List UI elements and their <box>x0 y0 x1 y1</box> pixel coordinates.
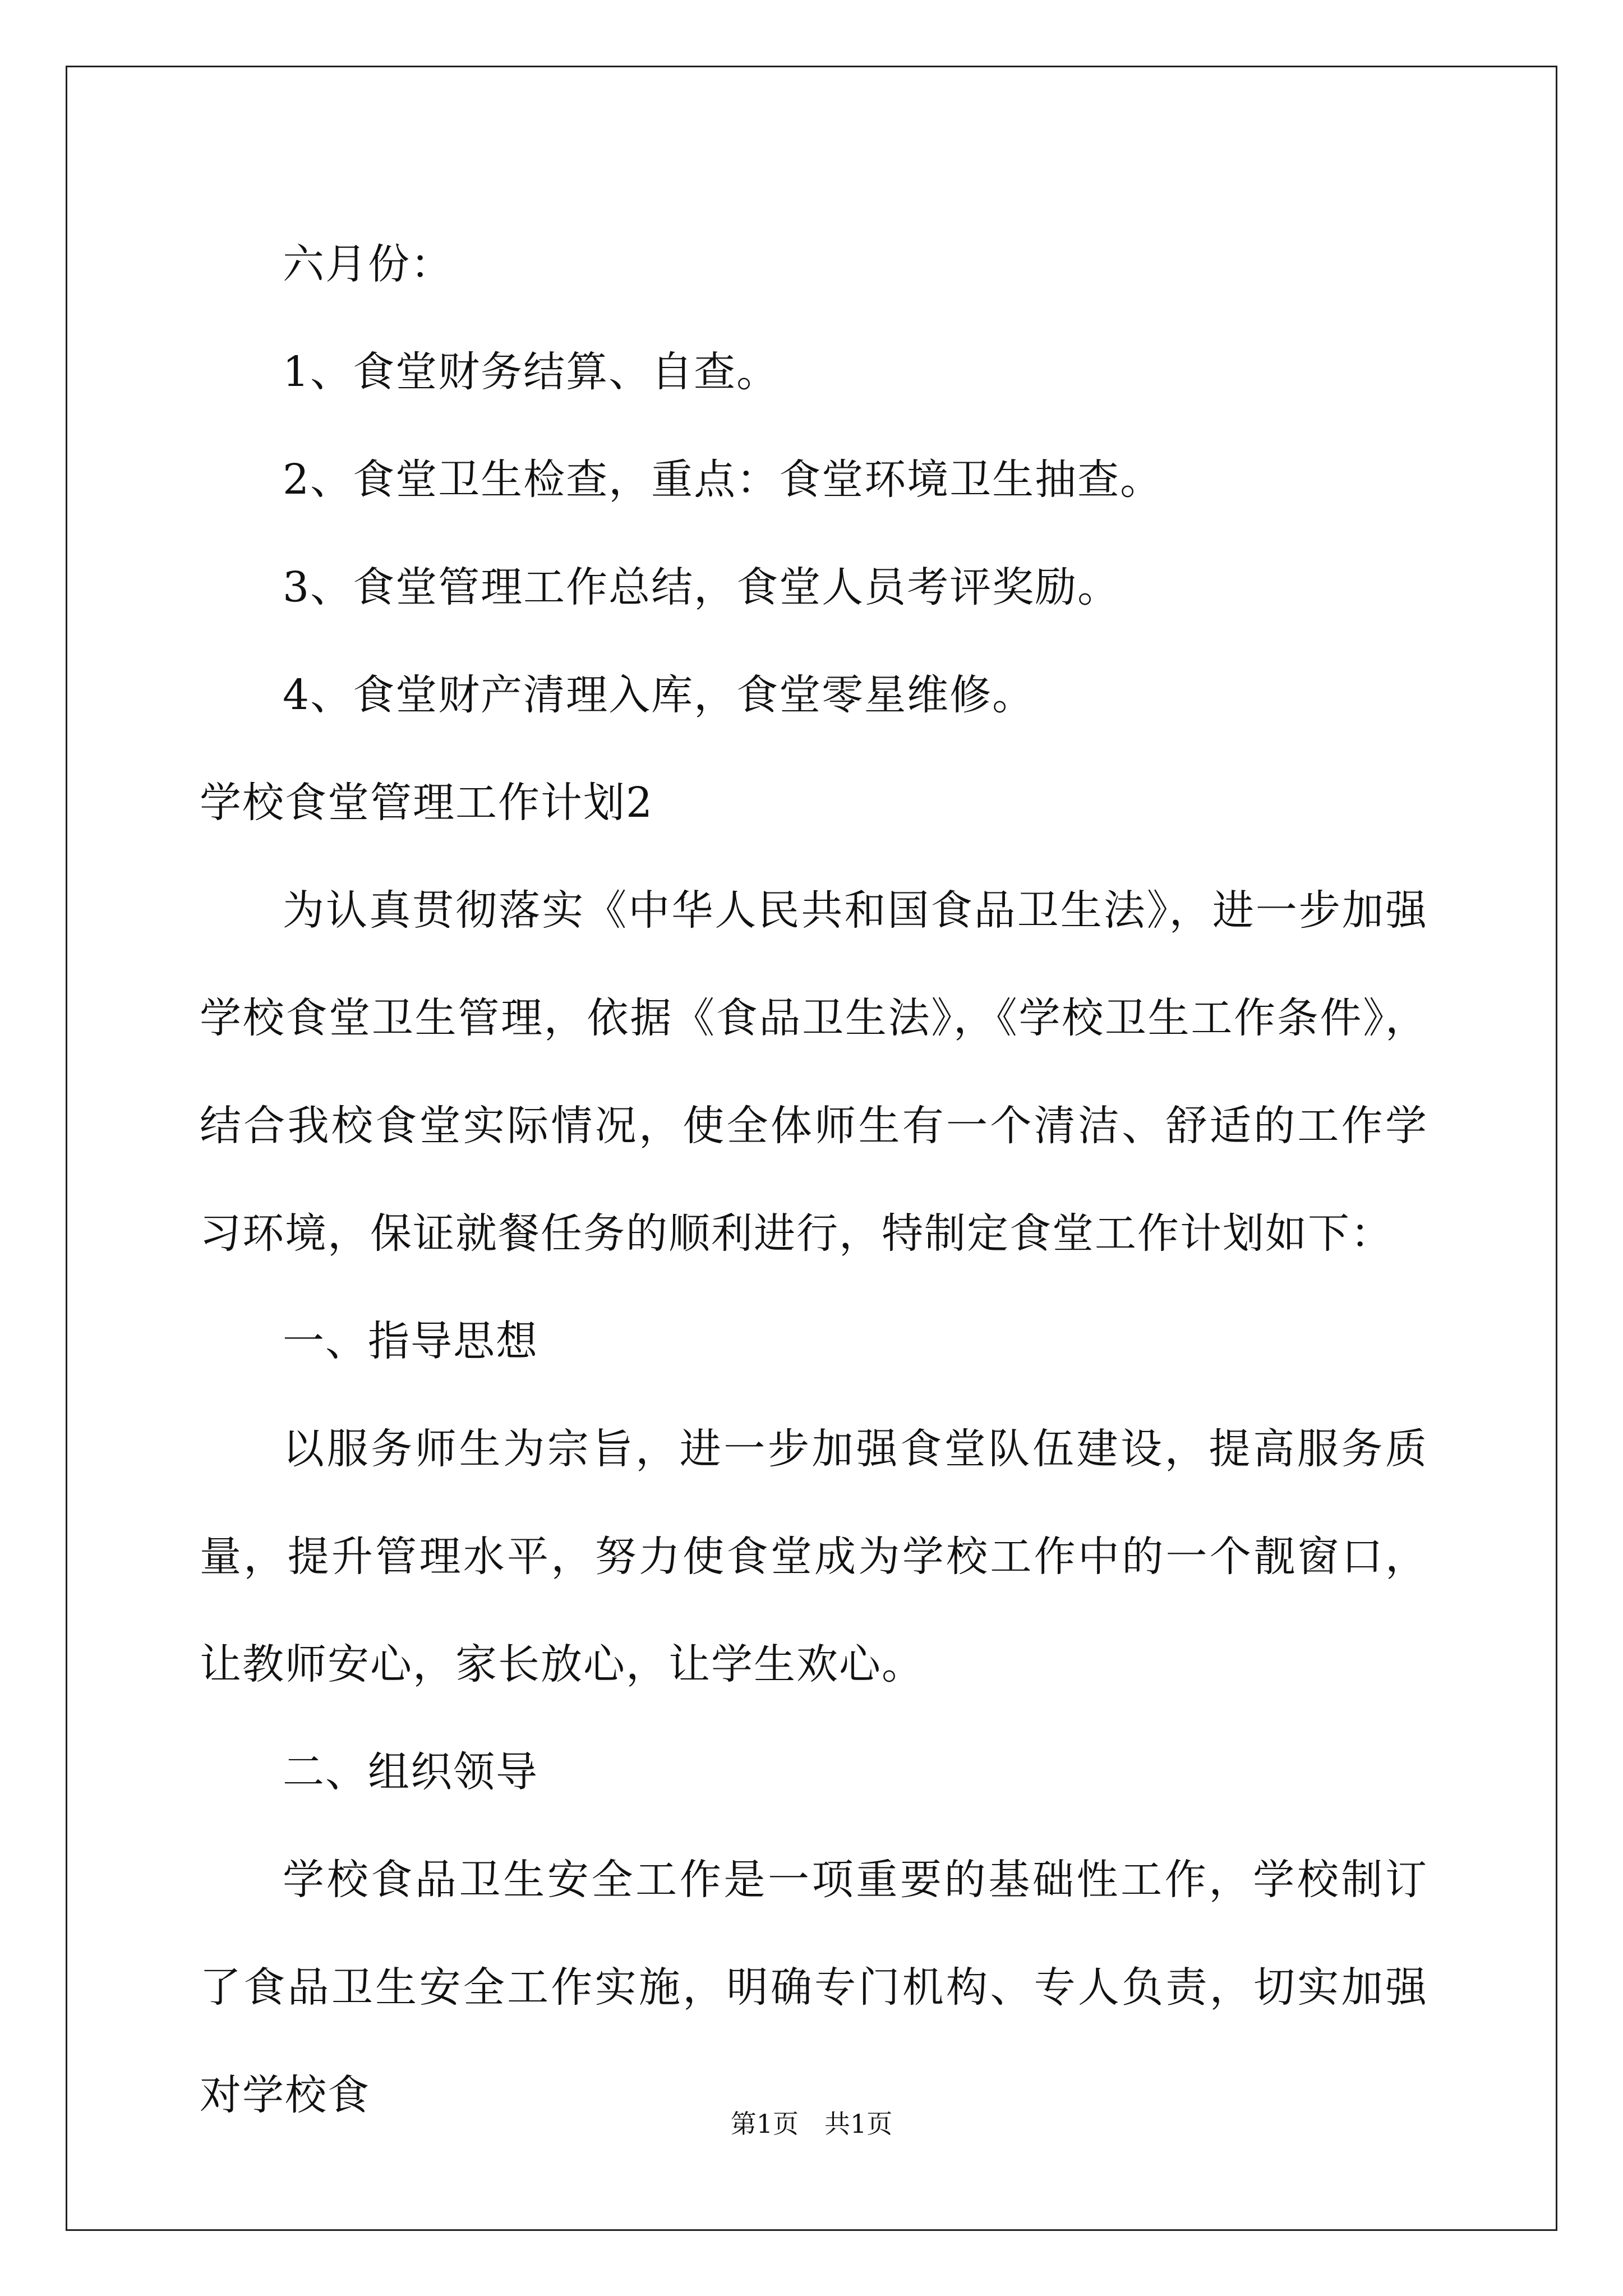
intro-paragraph: 为认真贯彻落实《中华人民共和国食品卫生法》，进一步加强学校食堂卫生管理，依据《食品卫生法》，《学校卫生工作条件》，结合我校食堂实际情况，使全体师生有一个清洁、舒适的工作学习环境，保证就餐任务的顺利进行，特制定食堂工作计划如下： <box>200 886 1428 1258</box>
june-item-4: 4、食堂财产清理入库，食堂零星维修。 <box>283 671 1035 719</box>
june-heading: 六月份： <box>283 240 453 288</box>
document-body <box>200 210 1428 2149</box>
section2-heading: 二、组织领导 <box>283 1748 538 1796</box>
june-item-1: 1、食堂财务结算、自查。 <box>283 348 780 396</box>
section2-paragraph: 学校食品卫生安全工作是一项重要的基础性工作，学校制订了食品卫生安全工作实施，明确专门机构、专人负责，切实加强对学校食 <box>200 1856 1428 2119</box>
section1-paragraph: 以服务师生为宗旨，进一步加强食堂队伍建设，提高服务质量，提升管理水平，努力使食堂成为学校工作中的一个靓窗口，让教师安心，家长放心，让学生欢心。 <box>200 1425 1428 1688</box>
june-item-2: 2、食堂卫生检查，重点：食堂环境卫生抽查。 <box>283 455 1163 504</box>
section1-heading: 一、指导思想 <box>283 1317 538 1365</box>
page-footer: 第1页 共1页 <box>730 2109 893 2139</box>
june-item-3: 3、食堂管理工作总结，食堂人员考评奖励。 <box>283 563 1121 611</box>
plan-title: 学校食堂管理工作计划2 <box>200 779 654 827</box>
